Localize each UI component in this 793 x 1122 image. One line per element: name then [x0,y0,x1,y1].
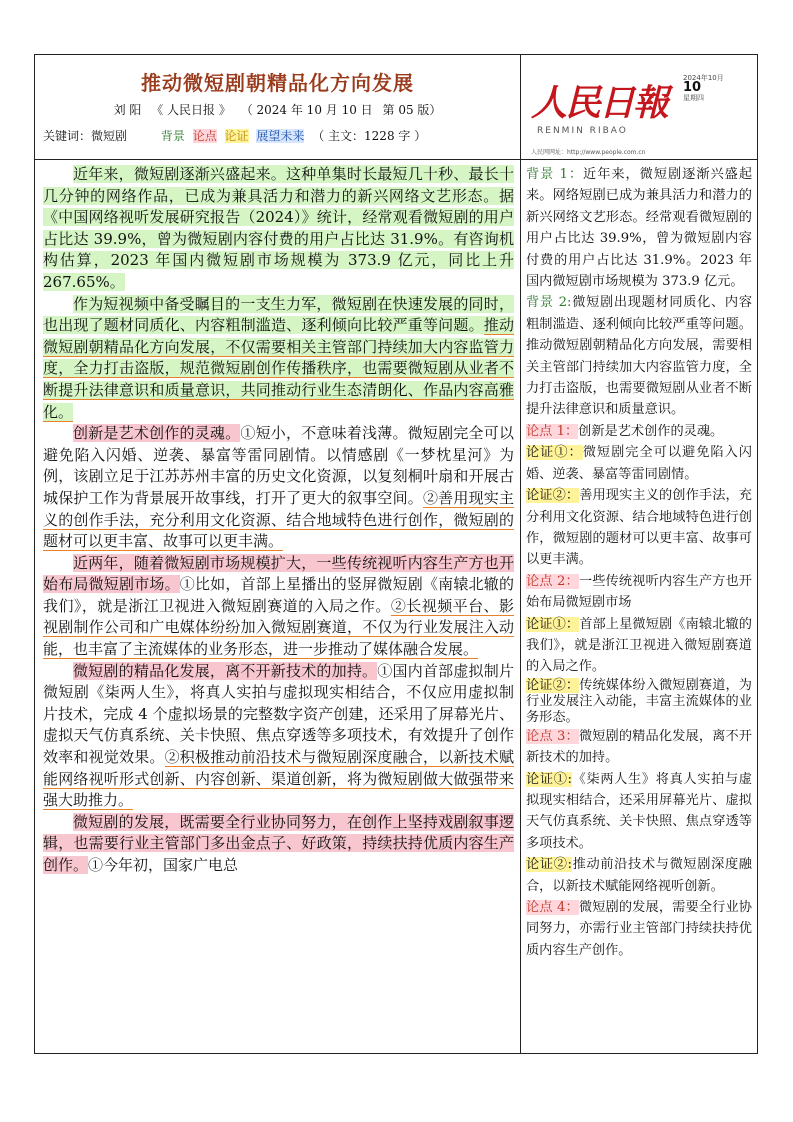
notes-column [521,160,757,1053]
legend-proof: 论证 [224,129,249,143]
note-text: 《柒两人生》将真人实拍与虚拟现实相结合，还采用屏幕光片、虚拟天气仿真系统、关卡快照、焦点穿透等多项技术。 [526,771,752,851]
logo-name: 人民日報 [531,82,668,124]
byline [35,101,520,118]
date: （ 2024 年 10 月 10 日 [240,103,373,117]
masthead-month: 2024年10月 [683,74,724,82]
paragraph-6 [43,812,514,877]
note-label: 论点 4： [526,900,579,915]
note-background-2 [526,292,752,420]
article-title: 推动微短剧朝精品化方向发展 [141,71,414,95]
argument-text: 近两年，随着微短剧市场规模扩大，一些传统视听内容生产方也开始布局微短剧市场。 [43,553,514,594]
note-label: 论证①： [526,616,580,632]
masthead-site: 人民网网址：http://www.people.com.cn [531,149,646,156]
note-text: 微短剧的精品化发展，离不开新技术的加持。 [526,728,752,766]
note-argument-4 [526,897,752,961]
note-text: 推动前沿技术与微短剧深度融合，以新技术赋能网络视听创新。 [526,857,752,894]
proof-text: ①短小，不意味着浅薄。微短剧完全可以避免陷入闪婚、逆袭、暴富等雷同剧情。以情感剧《一梦枕星河》为例，该剧立足于江苏苏州丰富的历史文化资源，以复刻桐叶扇和开展古城保护工作为背景展开故事线，打开了更大的叙事空间。 [43,424,514,507]
word-count: （ 主文：1228 字 ） [312,129,427,143]
note-proof-2b [526,678,752,726]
note-label: 论证②: [526,857,572,873]
masthead-date [683,73,749,103]
paragraph-4 [43,553,514,661]
note-text: 一些传统视听内容生产方也开始布局微短剧市场 [526,573,752,611]
legend-outlook: 展望未来 [256,129,305,143]
note-text: 首部上星微短剧《南辕北辙的我们》，就是浙江卫视进入微短剧赛道的入局之作。 [526,616,752,675]
argument-text: 创新是艺术创作的灵魂。 [73,424,241,443]
note-label: 论证①: [526,771,572,787]
note-argument-1 [526,421,752,442]
paragraph-1 [43,164,514,294]
note-proof-3b [526,854,752,897]
proof-text: ②长视频平台、影视剧制作公司和广电媒体纷纷加入微短剧赛道，不仅为行业发展注入动能，也丰富了主流媒体的业务形态，进一步推动了媒体融合发展。 [43,596,514,659]
article-body [35,160,521,1053]
note-text: 创新是艺术创作的灵魂。 [578,423,724,439]
proof-text: ②善用现实主义的创作手法，充分利用文化资源、结合地域特色进行创作，微短剧的题材可以更丰富、故事可以更丰满。 [43,488,514,551]
note-argument-3 [526,726,752,769]
argument-text: 微短剧的精品化发展，离不开新技术的加持。 [73,661,378,680]
note-label: 论证②： [526,677,580,693]
keywords: 关键词：微短剧 [43,129,128,143]
note-text: 微短剧的发展，需要全行业协同努力，亦需行业主管部门持续扶持优质内容生产创作。 [526,900,752,958]
proof-text: ②积极推动前沿技术与微短剧深度融合，以新技术赋能网络视听形式创新、内容创新、渠道创新，将为微短剧做大做强带来强大助推力。 [43,748,514,810]
keywords-row [43,127,430,144]
note-label: 背景 1： [526,167,584,182]
page-frame [34,54,758,1054]
note-text: 近年来，微短剧逐渐兴盛起来。网络短剧已成为兼具活力和潜力的新兴网络文艺形态。经常观看微短剧的用户占比达 39.9%，曾为微短剧内容付费的用户占比达 31.9%。2023 年国内微短剧市场规模为 373.9 亿元。 [526,167,753,290]
masthead [521,55,757,160]
source: 《 人民日报 》 [151,103,231,117]
note-proof-3a [526,769,752,855]
note-argument-2 [526,571,752,614]
newspaper-logo [531,75,671,145]
proof-text: ①比如，首部上星播出的竖屏微短剧《南辕北辙的我们》，就是浙江卫视进入微短剧赛道的入局之作。 [43,575,514,615]
note-proof-1a [526,442,752,485]
note-text: 微短剧完全可以避免陷入闪婚、逆袭、暴富等雷同剧情。 [526,445,752,482]
note-proof-1b [526,485,752,571]
note-label: 论点 1： [526,423,579,439]
note-label: 论点 3： [526,728,579,744]
note-text: 善用现实主义的创作手法，充分利用文化资源、结合地域特色进行创作，微短剧的题材可以更丰富、故事可以更丰满。 [526,488,752,568]
paragraph-5 [43,661,514,812]
note-text: 传统媒体纷入微短剧赛道，为行业发展注入动能，丰富主流媒体的业务形态。 [526,677,752,725]
author: 刘 阳 [113,103,142,117]
proof-text: ①国内首部虚拟制片微短剧《柒两人生》，将真人实拍与虚拟现实相结合，不仅应用虚拟制片技术，完成 4 个虚拟场景的完整数字资产创建，还采用了屏幕光片、虚拟天气仿真系统、关卡快照、焦点穿透等多项技术，有效提升了创作效率和视觉效果。 [43,661,514,767]
note-background-1 [526,164,752,292]
background-text: 近年来，微短剧逐渐兴盛起来。这种单集时长最短几十秒、最长十几分钟的网络作品，已成为兼具活力和潜力的新兴网络文艺形态。据《中国网络视听发展研究报告（2024）》统计，经常观看微短剧的用户占比达 39.9%，曾为微短剧内容付费的用户占比达 31.9%。有咨询机构估算，2023 年国内微短剧市场规模为 373.9 亿元，同比上升 267.65%。 [43,165,514,291]
note-label: 背景 2: [526,295,572,311]
note-label: 论点 2： [526,573,579,589]
legend-background: 背景 [160,129,185,143]
background-text: 推动微短剧朝精品化方向发展，不仅需要相关主管部门持续加大内容监管力度，全力打击盗版，规范微短剧创作传播秩序，也需要微短剧从业者不断提升法律意识和质量意识，共同推动行业生态清朗化、作品内容高雅化。 [43,316,514,421]
argument-text: 微短剧的发展，既需要全行业协同努力，在创作上坚持戏剧叙事逻辑，也需要行业主管部门多出金点子、好政策，持续扶持优质内容生产创作。 [43,812,514,874]
page-number: 第 05 版） [382,103,442,117]
masthead-day: 10 [683,80,702,95]
note-text: 微短剧出现题材同质化、内容粗制滥造、逐利倾向比较严重等问题。推动微短剧朝精品化方向发展，需要相关主管部门持续加大内容监管力度，全力打击盗版，也需要微短剧从业者不断提升法律意识和质量意识。 [526,295,753,418]
note-label: 论证①： [526,445,583,461]
proof-text: ①今年初，国家广电总 [88,856,239,874]
legend-argument: 论点 [192,129,217,143]
masthead-weekday: 星期四 [683,94,704,102]
article-header [35,55,521,160]
note-proof-2a [526,614,752,678]
logo-english: RENMIN RIBAO [537,126,628,136]
paragraph-3 [43,423,514,553]
paragraph-2 [43,294,514,424]
note-label: 论证②： [526,488,580,504]
background-text: 作为短视频中备受瞩目的一支生力军，微短剧在快速发展的同时，也出现了题材同质化、内容粗制滥造、逐利倾向比较严重等问题。 [43,294,514,335]
